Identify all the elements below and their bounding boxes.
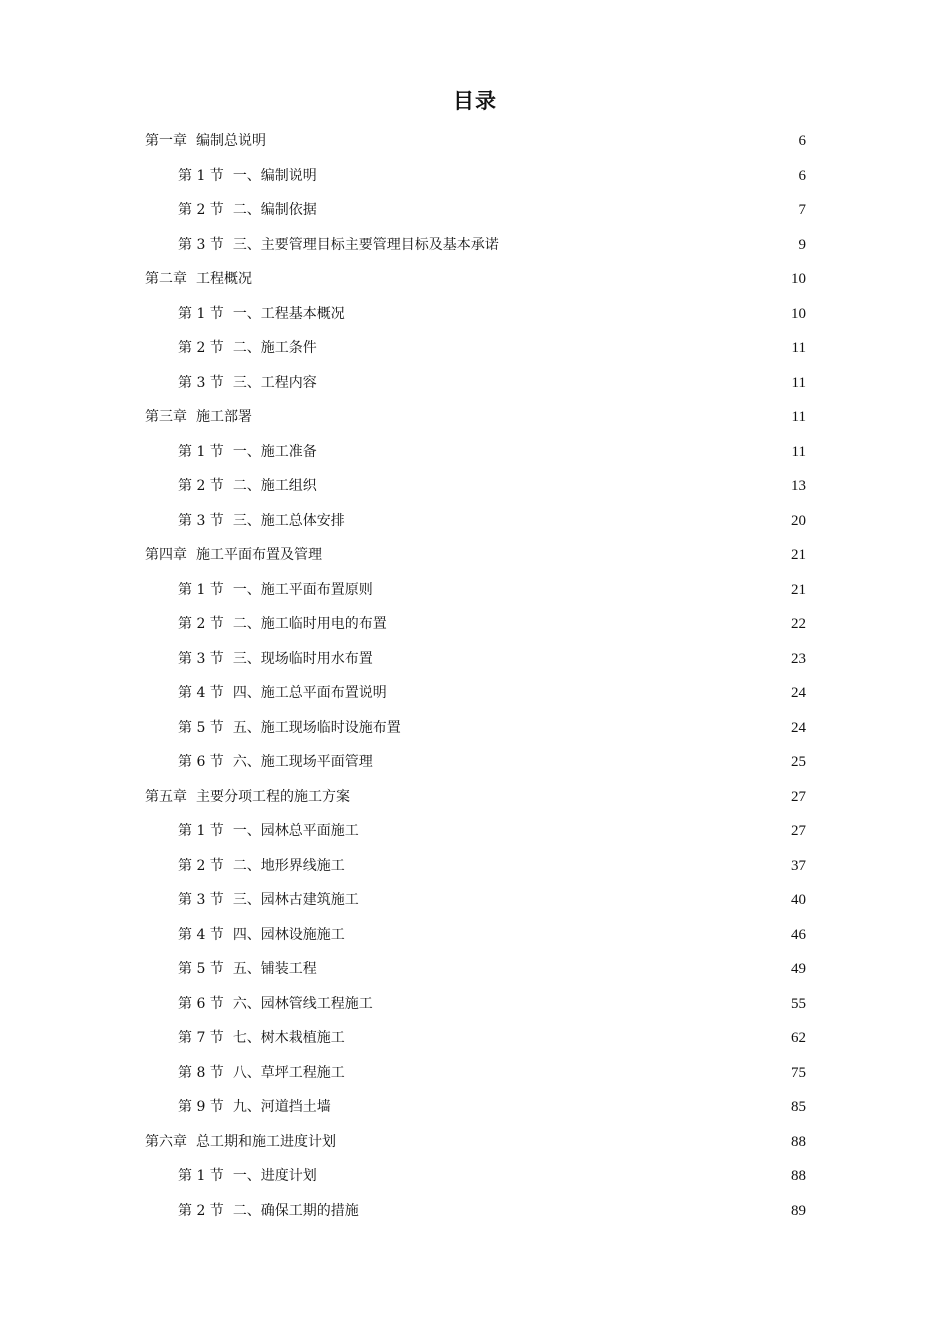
toc-entry-label	[145, 787, 350, 807]
toc-page-number: 21	[791, 547, 806, 564]
dot-leader	[318, 477, 790, 497]
toc-section-entry[interactable]	[178, 814, 806, 849]
toc-entry-label	[178, 200, 317, 220]
toc-entry-title: 一、园林总平面施工	[232, 823, 359, 840]
toc-entry-number: 第六章	[145, 1133, 187, 1150]
toc-entry-label	[178, 718, 401, 738]
dot-leader	[318, 167, 798, 187]
toc-page-number: 22	[791, 616, 806, 633]
toc-entry-title: 主要分项工程的施工方案	[196, 788, 350, 805]
dot-leader	[346, 857, 790, 877]
toc-entry-number: 第 6 节	[178, 754, 224, 771]
toc-entry-label	[178, 1028, 345, 1048]
toc-entry-title: 一、工程基本概况	[232, 305, 345, 322]
toc-chapter-entry[interactable]	[145, 1125, 806, 1160]
toc-entry-number: 第 2 节	[178, 1202, 224, 1219]
toc-chapter-entry[interactable]	[145, 400, 806, 435]
toc-section-entry[interactable]	[178, 469, 806, 504]
dot-leader	[318, 339, 791, 359]
toc-section-entry[interactable]	[178, 745, 806, 780]
toc-section-entry[interactable]	[178, 297, 806, 332]
dot-leader	[318, 1167, 790, 1187]
toc-entry-title: 施工平面布置及管理	[196, 547, 322, 564]
toc-entry-label	[178, 752, 373, 772]
toc-section-entry[interactable]	[178, 883, 806, 918]
toc-entry-label	[178, 1201, 359, 1221]
toc-entry-number: 第二章	[145, 271, 187, 288]
toc-section-entry[interactable]	[178, 952, 806, 987]
toc-entry-title: 一、编制说明	[232, 167, 317, 184]
dot-leader	[346, 305, 790, 325]
toc-entry-label	[178, 476, 317, 496]
table-of-contents	[0, 124, 950, 1228]
dot-leader	[318, 443, 791, 463]
dot-leader	[318, 201, 798, 221]
toc-page-number: 55	[791, 995, 806, 1012]
dot-leader	[346, 926, 790, 946]
toc-entry-number: 第 6 节	[178, 995, 224, 1012]
toc-entry-number: 第 2 节	[178, 616, 224, 633]
toc-chapter-entry[interactable]	[145, 124, 806, 159]
toc-page-number: 11	[791, 340, 806, 357]
toc-page-number: 7	[798, 202, 806, 219]
toc-entry-title: 一、进度计划	[232, 1168, 317, 1185]
toc-entry-label	[178, 1166, 317, 1186]
toc-page-number: 88	[791, 1133, 806, 1150]
toc-page-number: 40	[791, 892, 806, 909]
toc-entry-title: 六、施工现场平面管理	[232, 754, 373, 771]
toc-entry-label	[178, 649, 373, 669]
toc-entry-number: 第 5 节	[178, 961, 224, 978]
toc-page-number: 6	[798, 167, 806, 184]
toc-entry-number: 第 5 节	[178, 719, 224, 736]
toc-entry-label	[178, 304, 345, 324]
toc-entry-title: 二、编制依据	[232, 202, 317, 219]
toc-entry-number: 第 3 节	[178, 892, 224, 909]
toc-entry-title: 七、树木栽植施工	[232, 1030, 345, 1047]
toc-page-number: 10	[791, 305, 806, 322]
toc-entry-label	[178, 959, 317, 979]
toc-page-number: 27	[791, 823, 806, 840]
toc-entry-number: 第 8 节	[178, 1064, 224, 1081]
toc-entry-number: 第 2 节	[178, 202, 224, 219]
toc-entry-title: 编制总说明	[196, 133, 266, 150]
toc-entry-label	[178, 856, 345, 876]
toc-entry-title: 四、施工总平面布置说明	[232, 685, 387, 702]
dot-leader	[253, 270, 790, 290]
dot-leader	[253, 408, 791, 428]
dot-leader	[374, 650, 790, 670]
dot-leader	[374, 753, 790, 773]
dot-leader	[360, 822, 790, 842]
toc-entry-number: 第 2 节	[178, 857, 224, 874]
toc-page-number: 11	[791, 409, 806, 426]
toc-entry-title: 三、施工总体安排	[232, 512, 345, 529]
dot-leader	[346, 1064, 790, 1084]
toc-page-number: 85	[791, 1099, 806, 1116]
toc-section-entry[interactable]	[178, 607, 806, 642]
dot-leader	[360, 891, 790, 911]
toc-entry-title: 三、现场临时用水布置	[232, 650, 373, 667]
toc-title: 目录	[453, 89, 497, 113]
toc-entry-number: 第 1 节	[178, 581, 224, 598]
toc-entry-title: 二、施工条件	[232, 340, 317, 357]
toc-entry-label	[145, 269, 252, 289]
toc-section-entry[interactable]	[178, 573, 806, 608]
toc-chapter-entry[interactable]	[145, 262, 806, 297]
dot-leader	[388, 615, 790, 635]
toc-section-entry[interactable]	[178, 849, 806, 884]
toc-section-entry[interactable]	[178, 676, 806, 711]
toc-section-entry[interactable]	[178, 193, 806, 228]
toc-entry-title: 五、铺装工程	[232, 961, 317, 978]
toc-entry-label	[178, 683, 387, 703]
toc-entry-label	[145, 545, 322, 565]
toc-entry-label	[178, 821, 359, 841]
toc-chapter-entry[interactable]	[145, 780, 806, 815]
toc-section-entry[interactable]	[178, 435, 806, 470]
toc-page-number: 20	[791, 512, 806, 529]
toc-entry-number: 第 3 节	[178, 512, 224, 529]
dot-leader	[500, 236, 798, 256]
dot-leader	[374, 581, 790, 601]
dot-leader	[346, 512, 790, 532]
toc-page-number: 27	[791, 788, 806, 805]
toc-entry-number: 第四章	[145, 547, 187, 564]
toc-section-entry[interactable]	[178, 711, 806, 746]
toc-entry-label	[178, 442, 317, 462]
toc-section-entry[interactable]	[178, 366, 806, 401]
toc-page-number: 9	[798, 236, 806, 253]
toc-entry-label	[145, 407, 252, 427]
toc-entry-title: 二、施工组织	[232, 478, 317, 495]
toc-page-number: 75	[791, 1064, 806, 1081]
toc-entry-number: 第 2 节	[178, 340, 224, 357]
toc-entry-label	[178, 373, 317, 393]
toc-section-entry[interactable]	[178, 159, 806, 194]
toc-page-number: 25	[791, 754, 806, 771]
toc-entry-number: 第三章	[145, 409, 187, 426]
toc-entry-label	[178, 614, 387, 634]
dot-leader	[267, 132, 798, 152]
toc-entry-number: 第 7 节	[178, 1030, 224, 1047]
toc-section-entry[interactable]	[178, 228, 806, 263]
toc-entry-title: 一、施工准备	[232, 443, 317, 460]
toc-page-number: 88	[791, 1168, 806, 1185]
toc-entry-number: 第 1 节	[178, 305, 224, 322]
toc-page-number: 10	[791, 271, 806, 288]
dot-leader	[337, 1133, 790, 1153]
toc-page-number: 89	[791, 1202, 806, 1219]
toc-entry-number: 第 1 节	[178, 443, 224, 460]
dot-leader	[346, 1029, 790, 1049]
toc-entry-title: 二、地形界线施工	[232, 857, 345, 874]
toc-page-number: 21	[791, 581, 806, 598]
toc-entry-number: 第 1 节	[178, 167, 224, 184]
toc-entry-number: 第 3 节	[178, 374, 224, 391]
toc-section-entry[interactable]	[178, 1159, 806, 1194]
toc-entry-number: 第 1 节	[178, 1168, 224, 1185]
toc-entry-label	[145, 131, 266, 151]
toc-entry-title: 工程概况	[196, 271, 252, 288]
toc-entry-label	[178, 925, 345, 945]
toc-entry-label	[178, 580, 373, 600]
dot-leader	[318, 960, 790, 980]
toc-section-entry[interactable]	[178, 918, 806, 953]
toc-entry-label	[178, 994, 373, 1014]
toc-entry-title: 九、河道挡土墙	[232, 1099, 331, 1116]
toc-entry-title: 总工期和施工进度计划	[196, 1133, 336, 1150]
toc-section-entry[interactable]	[178, 1090, 806, 1125]
toc-entry-label	[178, 511, 345, 531]
toc-section-entry[interactable]	[178, 331, 806, 366]
toc-entry-title: 三、工程内容	[232, 374, 317, 391]
toc-entry-label	[178, 1063, 345, 1083]
toc-page-number: 11	[791, 374, 806, 391]
toc-page-number: 24	[791, 719, 806, 736]
toc-entry-number: 第 4 节	[178, 685, 224, 702]
toc-page-number: 6	[798, 133, 806, 150]
toc-entry-title: 三、园林古建筑施工	[232, 892, 359, 909]
toc-entry-label	[178, 235, 499, 255]
toc-section-entry[interactable]	[178, 1021, 806, 1056]
toc-page-number: 24	[791, 685, 806, 702]
toc-section-entry[interactable]	[178, 987, 806, 1022]
dot-leader	[402, 719, 790, 739]
toc-entry-number: 第 3 节	[178, 650, 224, 667]
toc-page-number: 11	[791, 443, 806, 460]
toc-entry-title: 五、施工现场临时设施布置	[232, 719, 401, 736]
toc-entry-number: 第 2 节	[178, 478, 224, 495]
toc-entry-title: 六、园林管线工程施工	[232, 995, 373, 1012]
toc-section-entry[interactable]	[178, 1194, 806, 1229]
toc-entry-title: 二、施工临时用电的布置	[232, 616, 387, 633]
dot-leader	[374, 995, 790, 1015]
toc-page-number: 49	[791, 961, 806, 978]
toc-entry-title: 施工部署	[196, 409, 252, 426]
toc-page-number: 13	[791, 478, 806, 495]
toc-page-number: 37	[791, 857, 806, 874]
toc-entry-label	[145, 1132, 336, 1152]
toc-entry-number: 第一章	[145, 133, 187, 150]
toc-entry-label	[178, 1097, 331, 1117]
toc-entry-title: 四、园林设施施工	[232, 926, 345, 943]
toc-entry-title: 八、草坪工程施工	[232, 1064, 345, 1081]
toc-page-number: 62	[791, 1030, 806, 1047]
toc-entry-number: 第 3 节	[178, 236, 224, 253]
toc-entry-label	[178, 166, 317, 186]
dot-leader	[318, 374, 791, 394]
toc-entry-label	[178, 338, 317, 358]
dot-leader	[388, 684, 790, 704]
toc-chapter-entry[interactable]	[145, 538, 806, 573]
toc-page-number: 46	[791, 926, 806, 943]
dot-leader	[323, 546, 790, 566]
toc-page-number: 23	[791, 650, 806, 667]
toc-section-entry[interactable]	[178, 1056, 806, 1091]
toc-entry-title: 二、确保工期的措施	[232, 1202, 359, 1219]
toc-entry-number: 第 4 节	[178, 926, 224, 943]
toc-entry-number: 第 9 节	[178, 1099, 224, 1116]
dot-leader	[351, 788, 790, 808]
dot-leader	[332, 1098, 790, 1118]
toc-entry-label	[178, 890, 359, 910]
toc-section-entry[interactable]	[178, 504, 806, 539]
toc-entry-title: 三、主要管理目标主要管理目标及基本承诺	[232, 236, 499, 253]
toc-entry-title: 一、施工平面布置原则	[232, 581, 373, 598]
toc-entry-number: 第五章	[145, 788, 187, 805]
toc-section-entry[interactable]	[178, 642, 806, 677]
toc-entry-number: 第 1 节	[178, 823, 224, 840]
dot-leader	[360, 1202, 790, 1222]
